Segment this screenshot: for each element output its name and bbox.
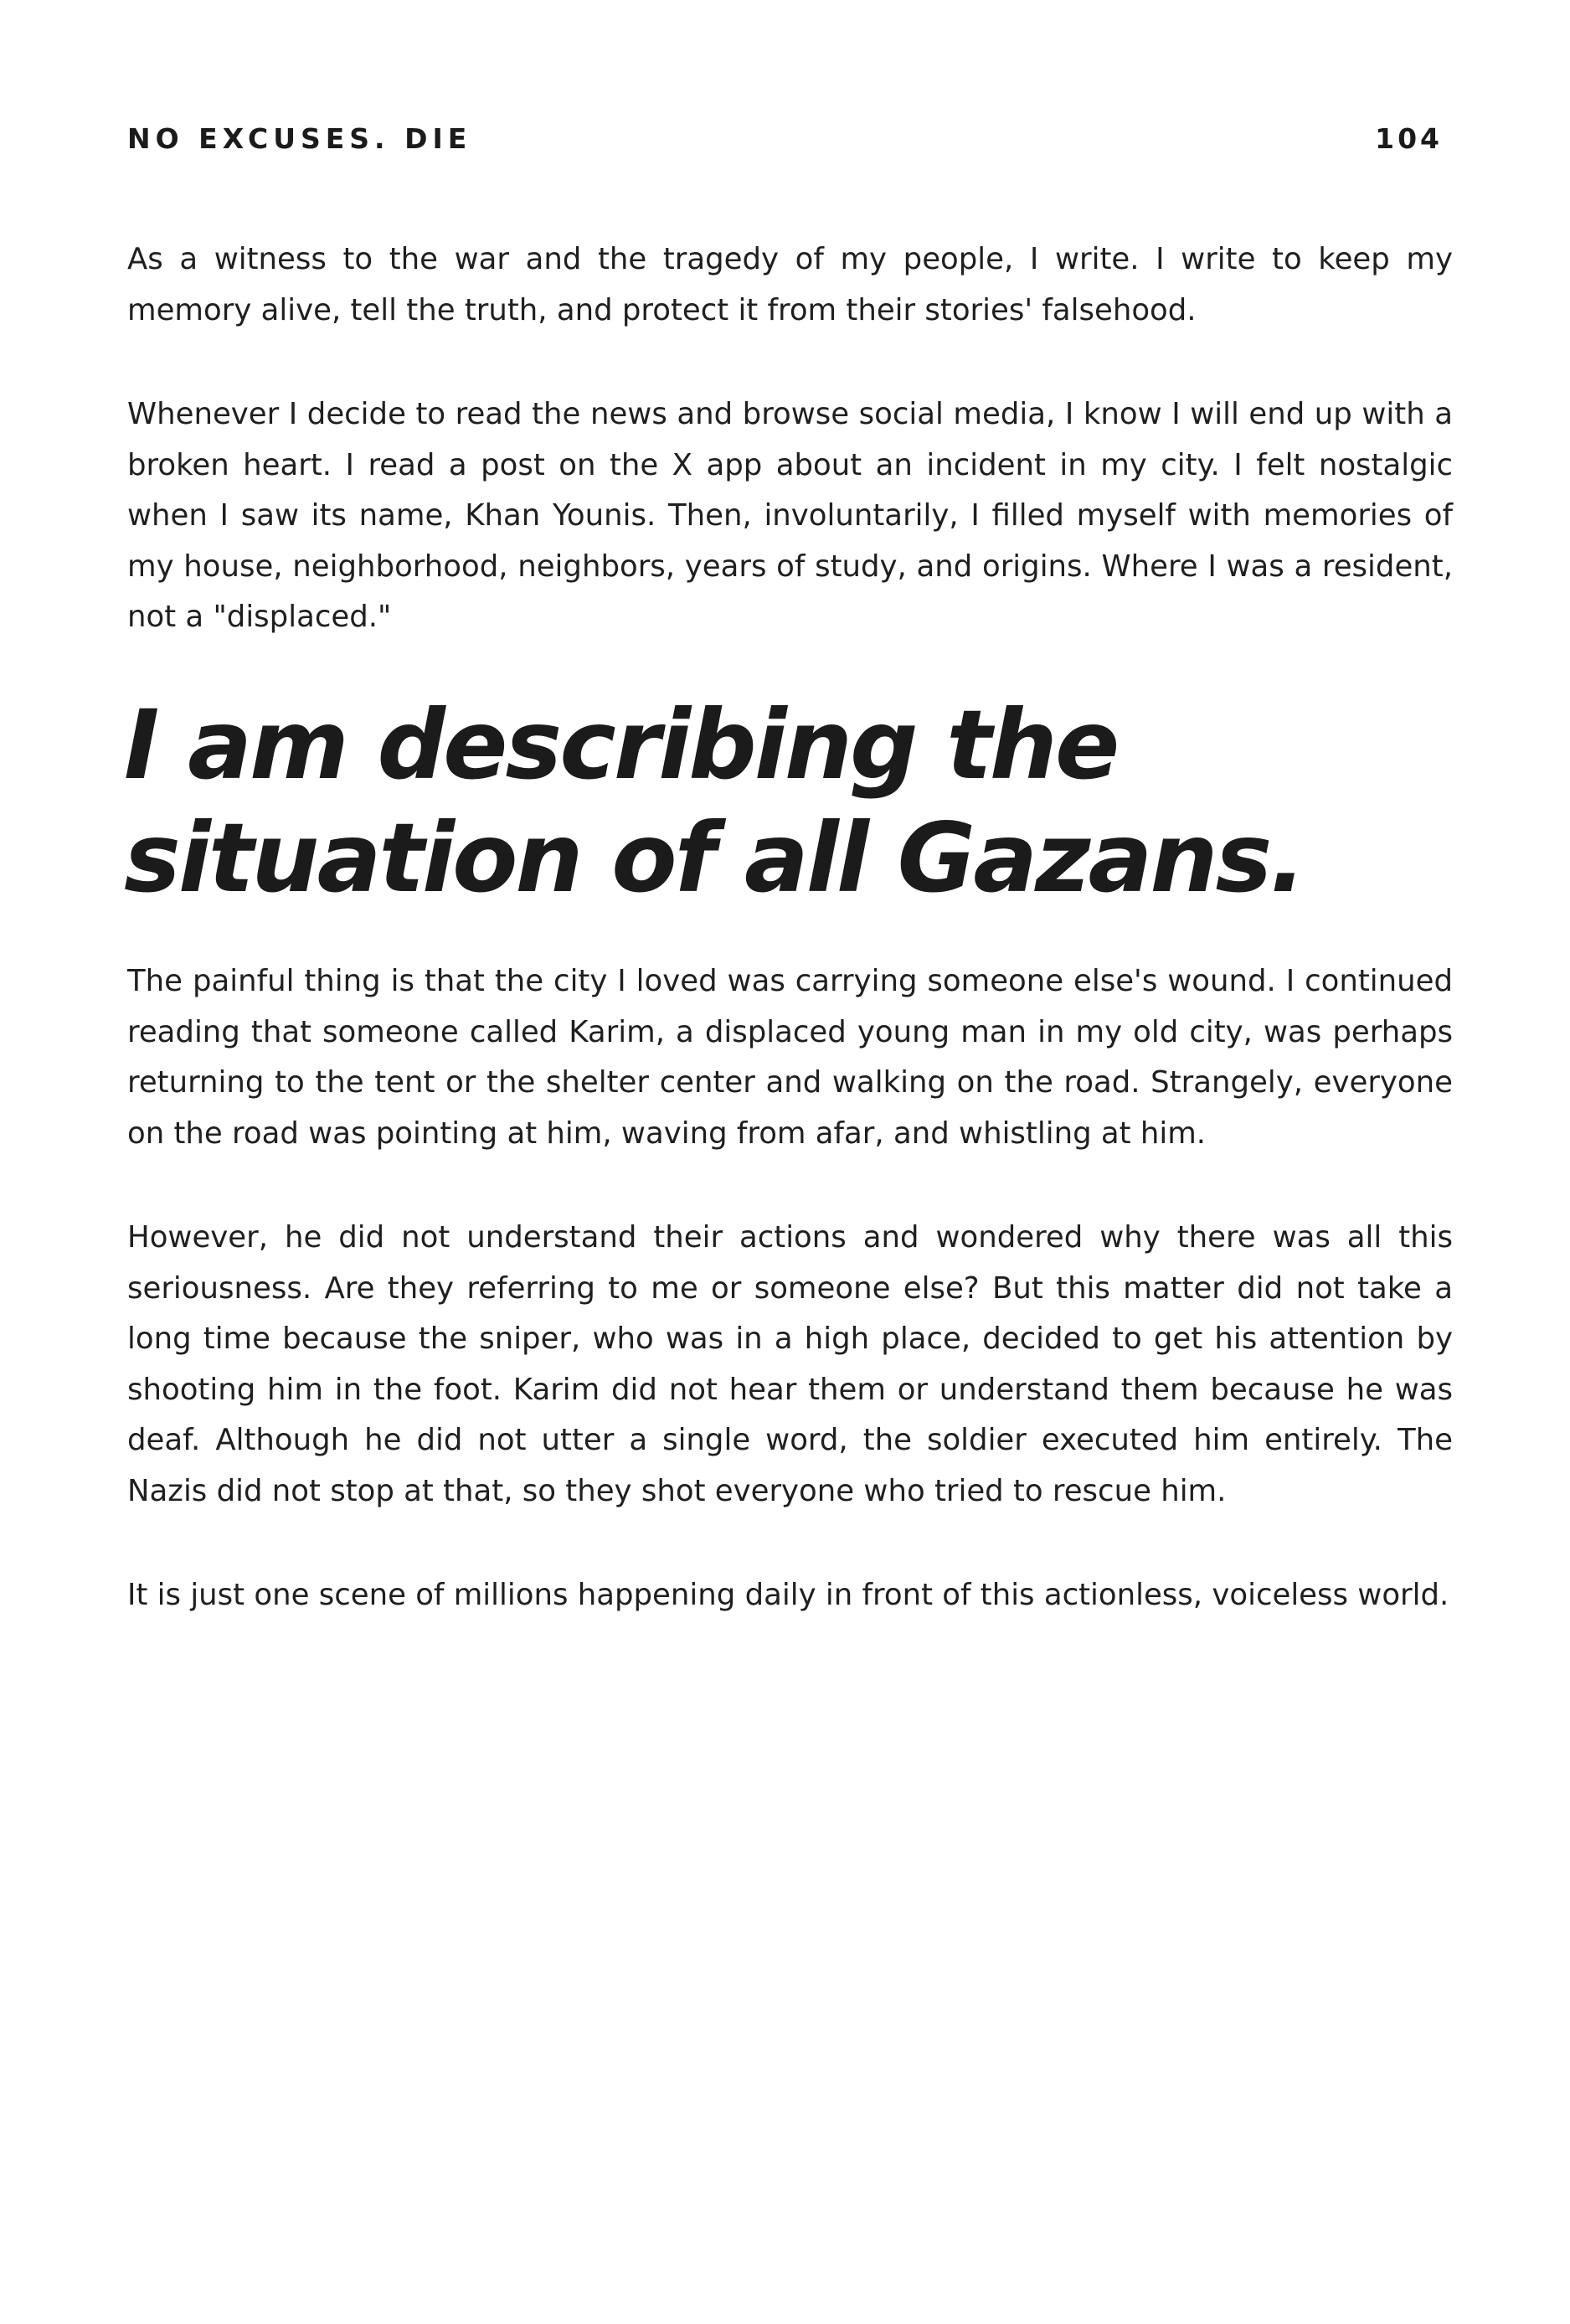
paragraph	[127, 389, 1453, 643]
paragraph	[127, 1213, 1453, 1517]
paragraph	[127, 234, 1453, 336]
paragraph-text: As a witness to the war and the tragedy of my people, I write. I write to keep my memory alive, tell the truth, and protect it from their stories' falsehood.	[127, 242, 1453, 327]
paragraph	[127, 1570, 1453, 1621]
paragraph-text: However, he did not understand their actions and wondered why there was all this seriousness. Are they referring to me or someone else? But this matter did not take a long time because the sniper, who was in a high place, decided to get his attention by shooting him in the foot. Karim did not hear them or understand them because he was deaf. Although he did not utter a single word, the soldier executed him entirely. The Nazis did not stop at that, so they shot everyone who tried to rescue him.	[127, 1220, 1453, 1508]
running-header	[127, 117, 1443, 159]
pull-quote: I am describing the situation of all Gazans.	[124, 689, 1304, 914]
paragraph-text: It is just one scene of millions happening daily in front of this actionless, voiceless world.	[127, 1578, 1449, 1612]
book-title: NO EXCUSES. DIE	[127, 121, 472, 155]
paragraph	[127, 956, 1453, 1159]
paragraph-text: Whenever I decide to read the news and browse social media, I know I will end up with a broken heart. I read a post on the X app about an incident in my city. I felt nostalgic when I saw its name, Khan Younis. Then, involuntarily, I filled myself with memories of my house, neighborhood, neighbors, years of study, and origins. Where I was a resident, not a "displaced."	[127, 397, 1453, 634]
page-number: 104	[1375, 121, 1443, 155]
paragraph-text: The painful thing is that the city I loved was carrying someone else's wound. I continued reading that someone called Karim, a displaced young man in my old city, was perhaps returning to the tent or the shelter center and walking on the road. Strangely, everyone on the road was pointing at him, waving from afar, and whistling at him.	[127, 964, 1453, 1151]
